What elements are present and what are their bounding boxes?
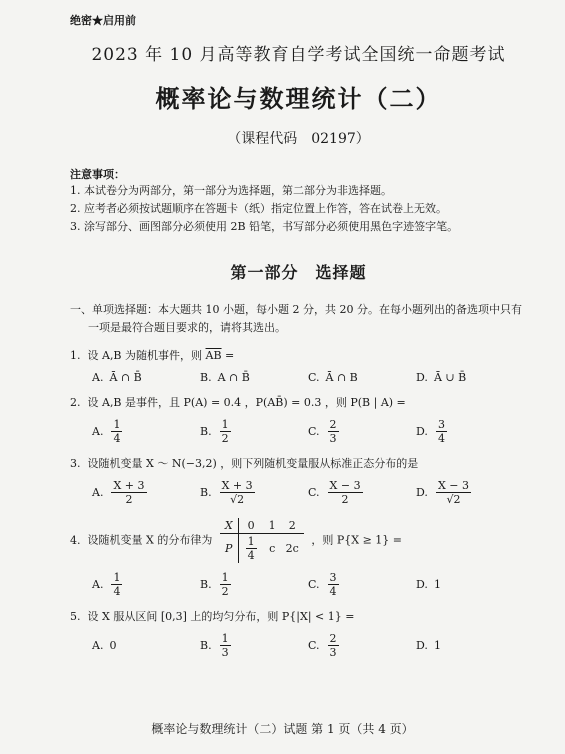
question-text: 设随机变量 X ～ N(−3,2) ，则下列随机变量服从标准正态分布的是 <box>87 457 419 470</box>
fraction: $\frac{1}{3}$ <box>221 632 229 659</box>
option-b: B. $\frac{X + 3}{√2}$ <box>200 479 253 506</box>
table-cell: 2c <box>285 542 299 555</box>
question-number: 3. <box>70 457 81 470</box>
options-row <box>70 632 527 659</box>
course-code: （课程代码 02197） <box>227 131 370 147</box>
question-text: 设 A,B 为随机事件，则 <box>87 349 206 362</box>
fraction: $\frac{X + 3}{2}$ <box>113 479 145 506</box>
secret-mark: 绝密★启用前 <box>70 14 136 27</box>
question-4 <box>70 518 527 563</box>
option-b: B. $\frac{1}{2}$ <box>200 571 229 598</box>
fraction: $\frac{2}{3}$ <box>329 632 337 659</box>
notes-header: 注意事项： <box>70 168 125 181</box>
page-footer: 概率论与数理统计（二）试题 第 1 页（共 4 页） <box>151 722 414 736</box>
question-number: 4. <box>70 533 81 547</box>
option-b: B. $\frac{1}{3}$ <box>200 632 229 659</box>
option-a: A. $\frac{1}{4}$ <box>92 418 121 445</box>
question-text: 设 X 服从区间 [0,3] 上的均匀分布，则 P{|X| < 1} = <box>87 610 355 623</box>
options-row <box>70 371 527 384</box>
option-b: B. $\frac{1}{2}$ <box>200 418 229 445</box>
fraction: $\frac{3}{4}$ <box>437 418 445 445</box>
table-cell: $\frac{1}{4}$ <box>247 535 255 562</box>
question-expression: $\overline{AB}$ <box>205 349 222 362</box>
option-a: A. $\frac{1}{4}$ <box>92 571 121 598</box>
notes-item: 2. 应考者必须按试题顺序在答题卡（纸）指定位置上作答，答在试卷上无效。 <box>70 202 447 215</box>
fraction: $\frac{3}{4}$ <box>329 571 337 598</box>
option-c: C. $\frac{X - 3}{2}$ <box>308 479 361 506</box>
option-c: C. $\frac{2}{3}$ <box>308 632 337 659</box>
part-title: 第一部分 选择题 <box>230 263 367 282</box>
option-c: C. Ā ∩ B <box>308 371 358 384</box>
distribution-table <box>220 518 304 563</box>
table-cell: c <box>269 542 276 555</box>
section-instruction: 一、单项选择题：本大题共 10 小题，每小题 2 分，共 20 分。在每小题列出的备选项中只有一项是最符合题目要求的，请将其选出。 <box>70 303 522 334</box>
table-cell: 0 <box>238 518 264 534</box>
fraction: $\frac{1}{2}$ <box>221 571 229 598</box>
fraction: $\frac{1}{4}$ <box>113 418 121 445</box>
question-5 <box>70 608 527 624</box>
option-d: D. $\frac{X - 3}{√2}$ <box>416 479 469 506</box>
option-d: D. $\frac{3}{4}$ <box>416 418 445 445</box>
fraction: $\frac{X - 3}{√2}$ <box>437 479 469 506</box>
option-c: C. $\frac{2}{3}$ <box>308 418 337 445</box>
question-text: = <box>221 349 235 362</box>
table-row-label: X <box>220 518 238 534</box>
question-1 <box>70 347 527 363</box>
table-row-label: P <box>220 534 238 564</box>
option-d: D. 1 <box>416 578 441 591</box>
exam-title: 2023 年 10 月高等教育自学考试全国统一命题考试 <box>91 45 506 65</box>
option-b: B. A ∩ B̄ <box>200 371 250 384</box>
options-row <box>70 418 527 445</box>
option-a: A. Ā ∩ B̄ <box>92 371 142 384</box>
options-row <box>70 479 527 506</box>
question-3 <box>70 455 527 471</box>
option-a: A. 0 <box>92 639 117 652</box>
fraction: $\frac{2}{3}$ <box>329 418 337 445</box>
option-d: D. 1 <box>416 639 441 652</box>
fraction: $\frac{1}{2}$ <box>221 418 229 445</box>
question-2 <box>70 394 527 410</box>
option-c: C. $\frac{3}{4}$ <box>308 571 337 598</box>
subject-title: 概率论与数理统计（二） <box>155 84 442 113</box>
question-text: 设 A,B 是事件，且 P(A) = 0.4 ，P(AB̄) = 0.3 ，则 P(B | A) = <box>87 396 406 409</box>
notes-item: 3. 涂写部分、画图部分必须使用 2B 铅笔，书写部分必须使用黑色字迹签字笔。 <box>70 220 459 233</box>
notes-item: 1. 本试卷分为两部分，第一部分为选择题，第二部分为非选择题。 <box>70 184 392 197</box>
question-number: 2. <box>70 396 81 409</box>
question-text: 设随机变量 X 的分布律为 <box>87 533 213 547</box>
fraction: $\frac{X - 3}{2}$ <box>329 479 361 506</box>
fraction: $\frac{X + 3}{√2}$ <box>221 479 253 506</box>
fraction: $\frac{1}{4}$ <box>113 571 121 598</box>
question-text: ，则 P{X ≥ 1} = <box>311 533 402 547</box>
options-row <box>70 571 527 598</box>
table-cell: 1 <box>264 518 281 534</box>
table-cell: 2 <box>281 518 304 534</box>
option-a: A. $\frac{X + 3}{2}$ <box>92 479 145 506</box>
question-number: 1. <box>70 349 81 362</box>
option-d: D. Ā ∪ B̄ <box>416 371 467 384</box>
question-number: 5. <box>70 610 81 623</box>
